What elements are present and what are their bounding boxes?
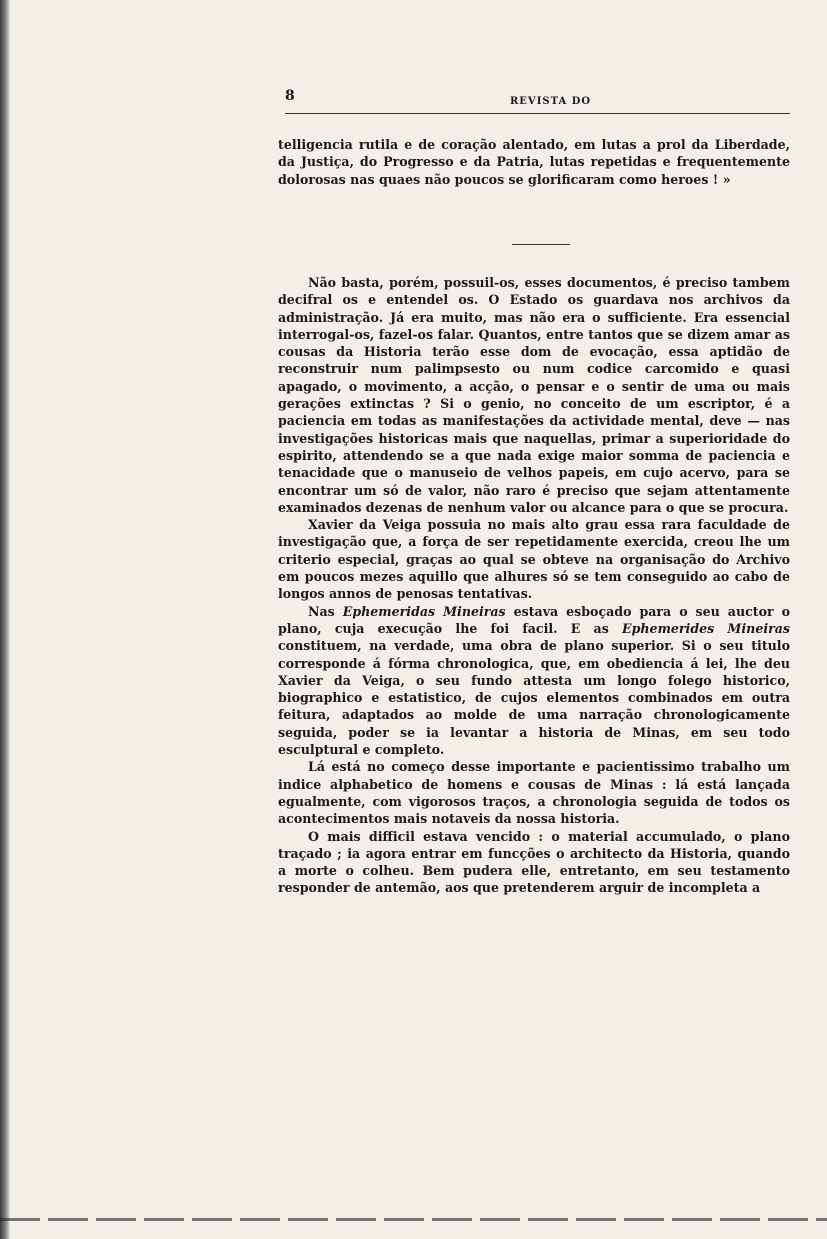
quote-paragraph: telligencia rutila e de coração alentado, em lutas a prol da Liberdade, da Justiça, do Progresso e da Patria, lutas repetidas e frequentemente dolorosas nas quaes não poucos se glorificaram como heroes ! »	[278, 137, 790, 187]
paragraph-2: Xavier da Veiga possuia no mais alto grau essa rara faculdade de investigação que, a força de ser repetidamente exercida, creou lhe um criterio especial, graças ao qual se obteve na organisação do Archivo em poucos mezes aquillo que alhures só se tem conseguido ao cabo de longos annos de penosas tentativas.	[278, 517, 790, 602]
paragraph-3	[278, 603, 790, 759]
body-text	[278, 274, 790, 897]
page-number: 8	[285, 88, 295, 104]
paragraph-3-mid: estava esboçado para o seu auctor o plano, cuja execução lhe foi facil. E as	[278, 603, 790, 636]
paragraph-3-title-2: Ephemerides Mineiras	[622, 620, 790, 636]
paragraph-1: Não basta, porém, possuil-os, esses documentos, é preciso tambem decifral os e entendel os. O Estado os guardava nos archivos da administração. Já era muito, mas não era o sufficiente. Era essencial interrogal-os, fazel-os falar. Quantos, entre tantos que se dizem amar as cousas da Historia terão esse dom de evocação, essa aptidão de reconstruir num palimpsesto ou num codice carcomido e quasi apagado, o movimento, a acção, o pensar e o sentir de uma ou mais gerações extinctas ? Si o genio, no conceito de um escriptor, é a paciencia em todas as manifestações da actividade mental, deve — nas investigações historicas mais que naquellas, primar a superioridade do espirito, attendendo se a que nada exige maior somma de paciencia e tenacidade que o manuseio de velhos papeis, em cujo acervo, para se encontrar um só de valor, não raro é preciso que sejam attentamente examinados dezenas de nenhum valor ou alcance para o que se procura.	[278, 275, 790, 515]
quote-continuation	[278, 136, 790, 188]
bottom-edge-rule	[0, 1218, 827, 1221]
page-edge	[0, 0, 10, 1239]
section-separator	[512, 244, 570, 245]
running-head: REVISTA DO	[510, 96, 592, 107]
paragraph-3-title-1: Ephemeridas Mineiras	[342, 603, 506, 619]
header-rule	[285, 113, 790, 114]
paragraph-4: Lá está no começo desse importante e pacientissimo trabalho um indice alphabetico de homens e cousas de Minas : lá está lançada egualmente, com vigorosos traços, a chronologia seguida de todos os acontecimentos mais notaveis da nossa historia.	[278, 759, 790, 827]
paragraph-3-pre: Nas	[308, 603, 343, 619]
paragraph-5: O mais difficil estava vencido : o material accumulado, o plano traçado ; ia agora entrar em funcções o architecto da Historia, quando a morte o colheu. Bem pudera elle, entretanto, em seu testamento responder de antemão, aos que pretenderem arguir de incompleta a	[278, 828, 790, 896]
paragraph-3-post: constituem, na verdade, uma obra de plano superior. Si o seu titulo corresponde á fórma chronologica, que, em obediencia á lei, lhe deu Xavier da Veiga, o seu fundo attesta um longo folego historico, biographico e estatistico, de cujos elementos combinados em outra feitura, adaptados ao molde de uma narração chronologicamente seguida, poder se ia levantar a historia de Minas, em seu todo esculptural e completo.	[278, 638, 790, 758]
page-header	[285, 88, 790, 116]
